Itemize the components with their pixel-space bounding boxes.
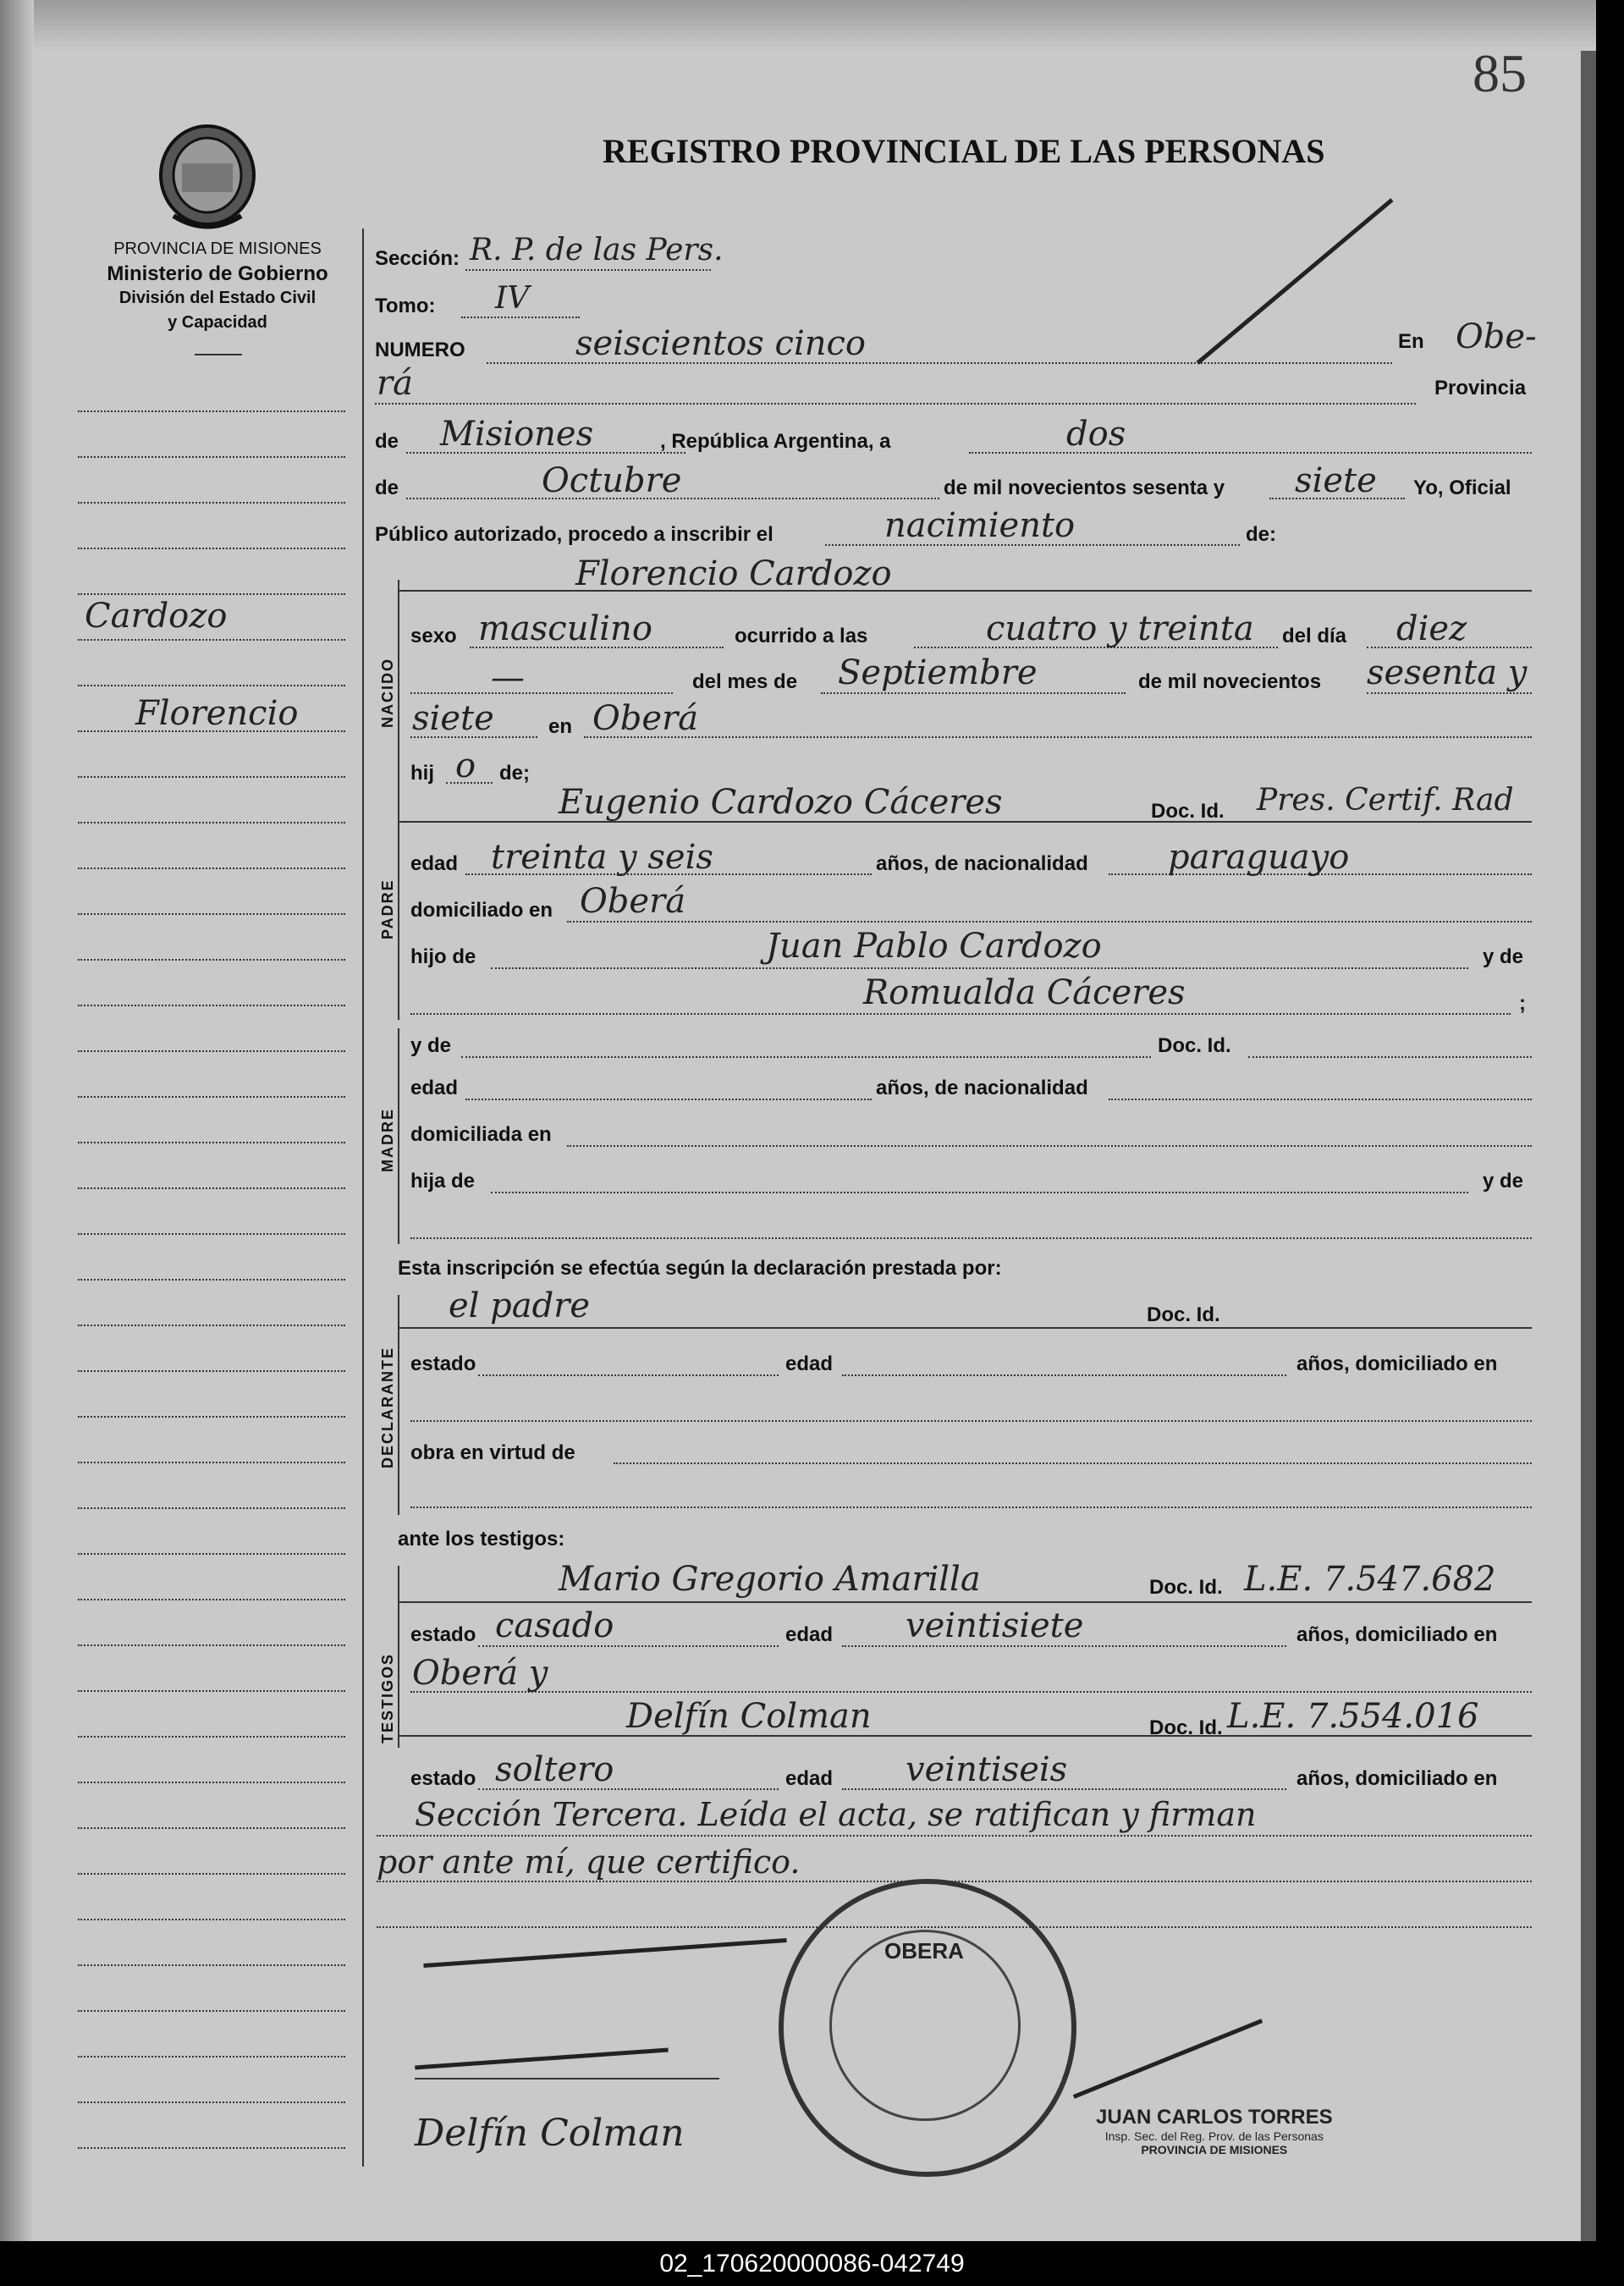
margin-ruled-line [78, 1416, 345, 1418]
file-caption: 02_170620000086-042749 [0, 2241, 1624, 2286]
label-seccion: Sección: [375, 247, 460, 270]
margin-ruled-line [78, 1096, 345, 1098]
page-binding-shadow [0, 0, 34, 2241]
side-label-madre: MADRE [379, 1108, 396, 1172]
header-divider [195, 354, 242, 355]
header-line: y Capacidad [168, 313, 267, 332]
label-doc-id-testigo1: Doc. Id. [1149, 1576, 1223, 1599]
margin-ruled-line [78, 1187, 345, 1189]
value-anio-nac: sesenta y [1367, 653, 1528, 692]
side-label-declarante: DECLARANTE [379, 1347, 396, 1468]
margin-ruled-line [78, 548, 345, 549]
signature-testigo2: Delfín Colman [415, 2112, 685, 2155]
label-nacionalidad-madre: años, de nacionalidad [876, 1077, 1088, 1099]
value-padre-edad: treinta y seis [491, 838, 713, 877]
value-testigo2-doc: L.E. 7.554.016 [1227, 1697, 1479, 1736]
label-tomo: Tomo: [375, 295, 436, 317]
label-anos-dom-testigo1: años, domiciliado en [1296, 1623, 1498, 1646]
label-del-mes: del mes de [692, 670, 798, 693]
label-estado-testigo1: estado [410, 1623, 476, 1646]
margin-ruled-line [78, 1644, 345, 1646]
label-mil-sesenta: de mil novecientos sesenta y [944, 476, 1225, 499]
value-lugar-nac: Oberá [592, 699, 699, 738]
label-edad-testigo2: edad [785, 1767, 834, 1790]
page-shadow [0, 0, 1596, 51]
value-cierre-1: Sección Tercera. Leída el acta, se ratifican y firman [415, 1796, 1257, 1833]
label-edad-testigo1: edad [785, 1623, 834, 1646]
label-hijo-de: hijo de [410, 945, 476, 968]
margin-column-rule [362, 229, 364, 2167]
margin-ruled-line [78, 1690, 345, 1692]
page-number: 85 [1473, 43, 1527, 103]
margin-note-surname: Cardozo [85, 597, 228, 636]
label-obra: obra en virtud de [410, 1441, 575, 1464]
label-declaracion: Esta inscripción se efectúa según la declaración prestada por: [398, 1257, 1002, 1280]
value-tomo: IV [495, 281, 530, 316]
margin-ruled-line [78, 502, 345, 504]
value-cierre-2: por ante mí, que certifico. [377, 1843, 801, 1881]
label-yo-oficial: Yo, Oficial [1413, 476, 1511, 499]
label-de-colon: de: [1246, 523, 1276, 546]
margin-ruled-line [78, 776, 345, 778]
value-mes-nac: Septiembre [838, 653, 1038, 692]
value-testigo1-dom: Oberá y [412, 1654, 548, 1693]
label-hij: hij [410, 762, 434, 785]
stamp-line3: PROVINCIA DE MISIONES [1141, 2143, 1288, 2157]
value-nombre: Florencio Cardozo [575, 554, 892, 593]
margin-ruled-line [78, 1005, 345, 1006]
margin-ruled-line [78, 1507, 345, 1509]
margin-ruled-line [78, 639, 345, 641]
margin-ruled-line [78, 1142, 345, 1143]
label-republica: , República Argentina, a [660, 430, 891, 453]
label-del-dia: del día [1282, 625, 1347, 647]
officer-signature [1073, 2019, 1263, 2099]
page-title: REGISTRO PROVINCIAL DE LAS PERSONAS [603, 132, 1325, 170]
label-y-de: y de [1483, 945, 1524, 968]
label-testigos: ante los testigos: [398, 1528, 565, 1551]
value-testigo2: Delfín Colman [626, 1697, 872, 1736]
margin-ruled-line [78, 868, 345, 869]
label-doc-id-padre: Doc. Id. [1151, 800, 1225, 823]
margin-ruled-line [78, 2101, 345, 2103]
label-edad-madre: edad [410, 1077, 459, 1099]
margin-ruled-line [78, 1964, 345, 1966]
value-hij-letra: o [455, 746, 476, 785]
margin-ruled-line [78, 1782, 345, 1783]
value-numero: seiscientos cinco [575, 324, 866, 363]
margin-ruled-line [78, 1873, 345, 1875]
officer-stamp [1096, 2106, 1333, 2157]
label-y-de-madre: y de [410, 1034, 452, 1057]
label-estado-declarante: estado [410, 1352, 476, 1375]
label-en-lugar: en [548, 715, 573, 738]
header-line: Ministerio de Gobierno [107, 262, 328, 285]
margin-ruled-line [78, 685, 345, 686]
value-dia-nac: diez [1396, 609, 1467, 648]
label-doc-id-madre: Doc. Id. [1158, 1034, 1231, 1057]
margin-ruled-line [78, 1827, 345, 1829]
margin-ruled-line [78, 1370, 345, 1372]
label-domiciliada-madre: domiciliada en [410, 1123, 552, 1146]
margin-ruled-line [78, 1279, 345, 1281]
ministry-header [78, 237, 357, 335]
label-ocurrido: ocurrido a las [735, 625, 868, 647]
value-testigo2-edad: veintiseis [906, 1750, 1068, 1789]
signature-testigo1 [415, 2048, 669, 2070]
coat-of-arms-icon [157, 123, 258, 237]
label-hija-de: hija de [410, 1170, 476, 1193]
value-declarante: el padre [449, 1286, 591, 1325]
label-edad-declarante: edad [785, 1352, 834, 1375]
label-estado-testigo2: estado [410, 1767, 476, 1790]
madre-bracket [398, 1028, 399, 1244]
value-seccion: R. P. de las Pers. [470, 233, 724, 267]
header-line: División del Estado Civil [118, 289, 317, 307]
value-en-cont: rá [377, 364, 413, 403]
value-dia: dos [1066, 415, 1126, 454]
margin-ruled-line [78, 456, 345, 458]
nacido-bracket [398, 580, 399, 808]
value-padre: Eugenio Cardozo Cáceres [559, 783, 1003, 822]
value-testigo1: Mario Gregorio Amarilla [559, 1560, 981, 1599]
value-padre-doc: Pres. Certif. Rad [1257, 783, 1514, 818]
label-de-semicolon: de; [499, 762, 530, 785]
value-anio-nac-cont: siete [412, 699, 494, 738]
label-en: En [1398, 330, 1424, 353]
value-acto: nacimiento [884, 506, 1076, 545]
margin-ruled-line [78, 2010, 345, 2012]
value-abuela: Romualda Cáceres [863, 973, 1186, 1012]
margin-ruled-line [78, 593, 345, 595]
label-y-de-madre-2: y de [1483, 1170, 1524, 1193]
label-anos-dom-declarante: años, domiciliado en [1296, 1352, 1498, 1375]
margin-ruled-line [78, 2056, 345, 2057]
margin-ruled-line [78, 1736, 345, 1738]
label-anos-dom-testigo2: años, domiciliado en [1296, 1767, 1498, 1790]
testigos-bracket [398, 1566, 399, 1748]
margin-note-name: Florencio [135, 694, 299, 733]
margin-ruled-line [78, 1050, 345, 1052]
margin-ruled-line [78, 1919, 345, 1920]
signature-declarante [423, 1938, 786, 1968]
label-doc-id-declarante: Doc. Id. [1147, 1303, 1220, 1326]
stamp-line2: Insp. Sec. del Reg. Prov. de las Personas [1104, 2129, 1324, 2143]
label-de: de [375, 430, 399, 453]
stamp-name: JUAN CARLOS TORRES [1096, 2106, 1333, 2129]
value-sexo: masculino [478, 609, 652, 648]
value-provincia: Misiones [440, 415, 594, 454]
margin-ruled-line [78, 913, 345, 915]
label-domiciliado-padre: domiciliado en [410, 899, 553, 922]
header-line: PROVINCIA DE MISIONES [113, 240, 322, 258]
label-edad-padre: edad [410, 852, 459, 875]
value-testigo2-estado: soltero [495, 1750, 614, 1789]
label-semicolon: ; [1519, 992, 1526, 1015]
side-label-nacido: NACIDO [379, 658, 396, 728]
label-provincia: Provincia [1434, 377, 1527, 399]
value-testigo1-estado: casado [495, 1606, 614, 1645]
label-numero: NUMERO [375, 339, 465, 361]
margin-ruled-line [78, 1325, 345, 1326]
value-padre-nac: paraguayo [1168, 838, 1350, 877]
margin-ruled-line [78, 822, 345, 824]
side-label-testigos: TESTIGOS [379, 1652, 396, 1743]
label-nacionalidad-padre: años, de nacionalidad [876, 852, 1088, 875]
value-dash: — [491, 658, 525, 697]
value-testigo1-edad: veintisiete [906, 1606, 1084, 1645]
seal-text: OBERA [884, 1938, 964, 1964]
margin-ruled-line [78, 410, 345, 412]
value-hora: cuatro y treinta [986, 609, 1254, 648]
label-sexo: sexo [410, 625, 457, 647]
value-testigo1-doc: L.E. 7.547.682 [1244, 1560, 1496, 1599]
side-label-padre: PADRE [379, 879, 396, 939]
label-de-mes: de [375, 476, 399, 499]
margin-ruled-line [78, 1553, 345, 1555]
value-abuelo: Juan Pablo Cardozo [766, 927, 1102, 966]
registrar-signature [1196, 198, 1393, 365]
label-publico: Público autorizado, procedo a inscribir el [375, 523, 773, 546]
value-en: Obe- [1456, 317, 1537, 356]
padre-bracket [398, 808, 399, 1020]
margin-ruled-line [78, 1599, 345, 1600]
value-padre-dom: Oberá [580, 882, 686, 921]
margin-ruled-line [78, 959, 345, 961]
margin-ruled-line [78, 1233, 345, 1235]
value-mes: Octubre [542, 461, 682, 500]
value-anio: siete [1295, 461, 1377, 500]
margin-ruled-line [78, 2147, 345, 2149]
margin-ruled-line [78, 1462, 345, 1463]
label-doc-id-testigo2: Doc. Id. [1149, 1716, 1223, 1739]
label-mil-novecientos: de mil novecientos [1138, 670, 1322, 693]
